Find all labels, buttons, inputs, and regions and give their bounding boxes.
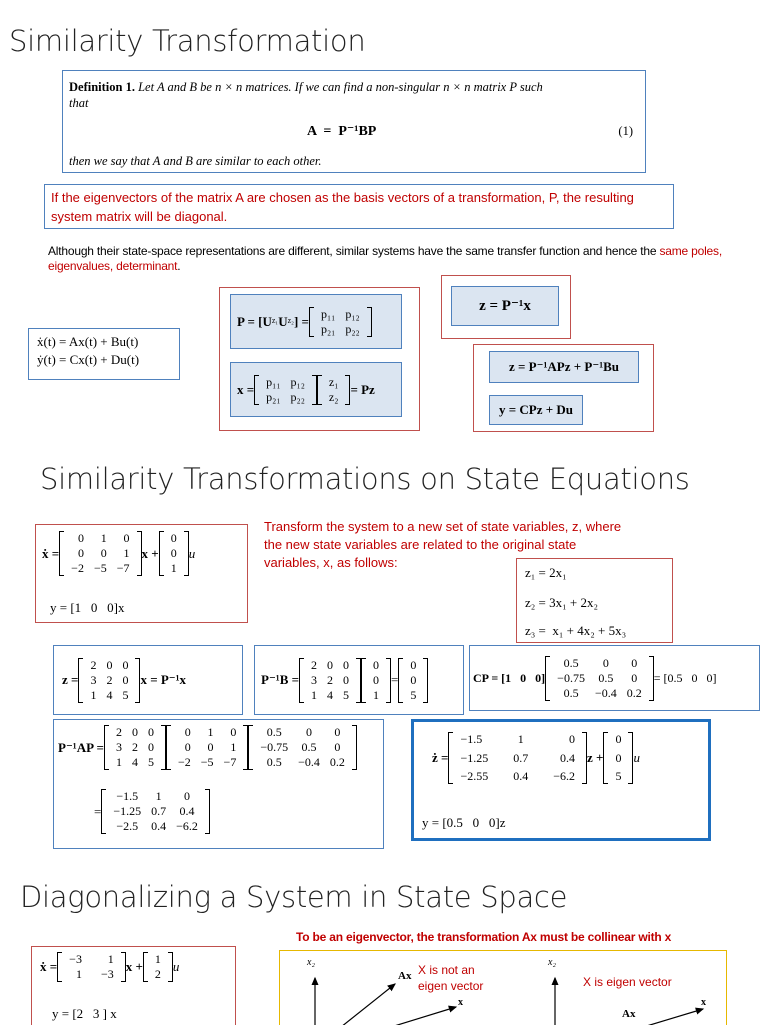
z-equation-box	[441, 275, 571, 339]
transformed-b-vector: 0 0 5	[603, 732, 633, 784]
equals-sign-2: =	[94, 803, 102, 819]
a-matrix-2x2: −3 1 1 −3	[57, 952, 126, 982]
x-ax-vector-right	[630, 1009, 703, 1025]
definition-label: Definition 1.	[69, 80, 135, 94]
eigenvector-condition: To be an eigenvector, the transformation Ax must be collinear with x	[296, 930, 672, 944]
p-lhs-end: ] =	[293, 313, 309, 329]
b-vector-2: 0 0 1	[361, 658, 391, 703]
paragraph-text: Although their state-space representations are different, similar systems have the same transfer function and hence the	[48, 244, 660, 258]
u-symbol-2: u	[633, 750, 640, 766]
p-sub-1: z₁	[271, 316, 279, 326]
p-u: U	[278, 313, 288, 329]
similar-systems-paragraph	[48, 244, 728, 274]
transformed-output-equation: y = [0.5 0 0]z	[422, 815, 506, 830]
x-plus-2: x +	[125, 959, 143, 975]
ax-label-left: Ax	[398, 970, 412, 982]
z1-relation: z₁ = 2x₁	[525, 565, 567, 580]
cp-lhs: CP = [1 0 0]	[473, 670, 546, 685]
pinv-b-result: 0 0 5	[398, 658, 428, 703]
pinv-matrix: 2 0 0 3 2 0 1 4 5	[78, 658, 140, 703]
p-matrix-4: 0.5 0 0 −0.75 0.5 0 0.5 −0.4 0.2	[248, 725, 357, 770]
output-equation-2: y = [2 3 ] x	[52, 1006, 117, 1021]
z-vector: z₁ z₂	[317, 375, 351, 405]
diagonal-example-box	[31, 946, 236, 1025]
transformed-equations-box	[473, 344, 654, 432]
transformed-a-matrix: −1.5 1 0 −1.25 0.7 0.4 −2.55 0.4 −6.2	[448, 732, 587, 784]
definition-text-3: then we say that A and B are similar to each other.	[69, 154, 322, 168]
original-system-box	[35, 524, 248, 623]
output-equation: y = [1 0 0]x	[50, 600, 125, 615]
paragraph-end: .	[177, 259, 181, 273]
zdot-lhs: ż =	[432, 750, 449, 766]
x2-label-left: x₂	[307, 957, 315, 968]
p-matrix: p₁₁ p₁₂ p₂₁ p₂₂	[309, 307, 372, 337]
equals-sign: =	[391, 672, 399, 688]
pap-result-matrix: −1.5 1 0 −1.25 0.7 0.4 −2.5 0.4 −6.2	[101, 789, 210, 834]
xdot-lhs: ẋ =	[42, 545, 60, 561]
definition-text: Let A and B be n × n matrices. If we can find a non-singular n × n matrix P such	[138, 80, 543, 94]
pinv-a-p-box	[53, 719, 384, 849]
p-lhs: P = [U	[237, 313, 272, 329]
pap-lhs: P⁻¹AP =	[58, 739, 104, 755]
a-matrix: 0 1 0 0 0 1 −2 −5 −7	[59, 531, 141, 576]
state-equation-1: ẋ(t) = Ax(t) + Bu(t)	[37, 334, 139, 349]
pinv-b-box	[254, 645, 464, 715]
z-lhs: z =	[62, 672, 79, 688]
paragraph-highlight: same poles, eigenvalues, determinant	[48, 244, 722, 273]
z-plus: z +	[587, 750, 604, 766]
is-eigenvector-label: X is eigen vector	[583, 975, 672, 989]
z-state-equation: z = P⁻¹APz + P⁻¹Bu	[489, 351, 639, 383]
u-symbol-3: u	[172, 959, 180, 975]
cp-box	[469, 645, 760, 711]
x-plus: x +	[141, 545, 159, 561]
a-matrix-2: 0 1 0 0 0 1 −2 −5 −7	[166, 725, 248, 770]
z3-relation: z₃ = x₁ + 4x₂ + 5x₃	[525, 623, 627, 638]
ax-label-right: Ax	[622, 1008, 636, 1020]
pinv-b-lhs: P⁻¹B =	[261, 672, 300, 688]
state-equation-2: ẏ(t) = Cx(t) + Du(t)	[37, 351, 140, 367]
x-rhs: = Pz	[350, 381, 375, 397]
z2-relation: z₂ = 3x₁ + 2x₂	[525, 595, 599, 610]
b-vector-2x1: 1 2	[143, 952, 173, 982]
transformed-system-box	[411, 719, 711, 841]
section-title-state-equations: Similarity Transformations on State Equations	[40, 462, 690, 496]
x-pz-equation	[230, 362, 402, 417]
cp-rhs: = [0.5 0 0]	[653, 670, 717, 685]
transform-note: Transform the system to a new set of state variables, z, where the new state variables are related to the original state variables, x, as follows:	[264, 519, 622, 570]
u-symbol: u	[188, 545, 196, 561]
z-equation: z = P⁻¹x	[451, 286, 559, 326]
definition-box	[62, 70, 646, 173]
p-matrix-3: 0.5 0 0 −0.75 0.5 0 0.5 −0.4 0.2	[545, 656, 654, 701]
transformation-matrix-box	[219, 287, 420, 431]
y-output-equation: y = CPz + Du	[489, 395, 583, 425]
not-eigenvector-label: X is not an eigen vector	[418, 963, 484, 993]
b-vector: 0 0 1	[159, 531, 189, 576]
section-title-diagonalizing: Diagonalizing a System in State Space	[20, 880, 568, 914]
x-lhs: x =	[237, 381, 255, 397]
pinv-matrix-3: 2 0 0 3 2 0 1 4 5	[104, 725, 166, 770]
section-title-similarity: Similarity Transformation	[9, 24, 366, 58]
equation-number: (1)	[618, 124, 633, 138]
definition-equation: A = P⁻¹BP	[307, 124, 377, 139]
state-variable-relations	[516, 558, 673, 643]
pinv-matrix-2: 2 0 0 3 2 0 1 4 5	[299, 658, 361, 703]
x-label-left: x	[458, 997, 463, 1008]
eigenvector-note: If the eigenvectors of the matrix A are chosen as the basis vectors of a transformation, P, the resulting system matrix will be diagonal.	[44, 184, 674, 229]
ax-vector-left	[336, 984, 395, 1025]
p-matrix-2: p₁₁ p₁₂ p₂₁ p₂₂	[254, 375, 317, 405]
x-vector-left	[378, 1007, 456, 1025]
p-sub-2: z₂	[287, 316, 294, 326]
state-equations-box	[28, 328, 180, 380]
x-label-right: x	[701, 997, 706, 1008]
definition-text-2: that	[69, 96, 89, 110]
eigenvector-diagram	[279, 950, 727, 1025]
xdot-lhs-2: ẋ =	[40, 959, 58, 975]
z-rhs: x = P⁻¹x	[140, 672, 187, 688]
z-pinv-x-box	[53, 645, 243, 715]
p-matrix-definition	[230, 294, 402, 349]
x2-label-right: x₂	[548, 957, 556, 968]
